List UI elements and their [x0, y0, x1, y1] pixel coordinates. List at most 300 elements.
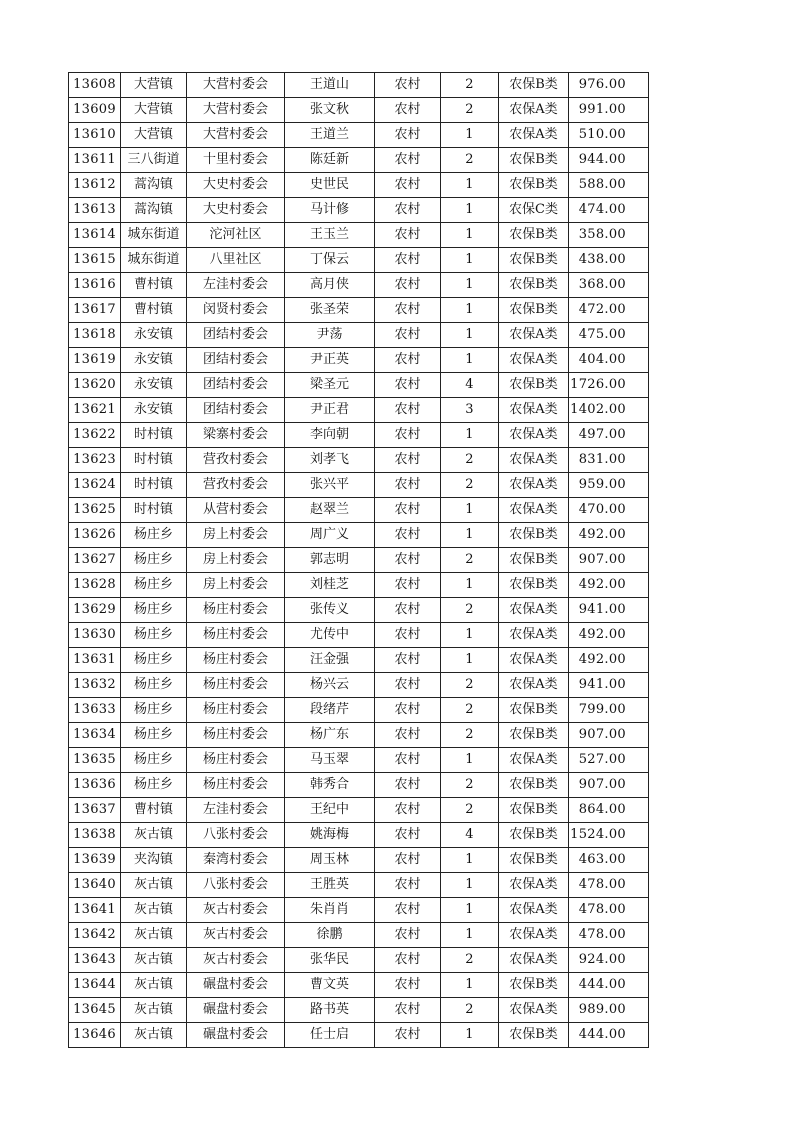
table-row — [69, 348, 649, 373]
town-cell: 灰古镇 — [121, 898, 187, 923]
household-size-cell: 1 — [441, 423, 499, 448]
town-cell: 杨庄乡 — [121, 748, 187, 773]
amount-cell: 991.00 — [569, 98, 649, 123]
household-size-cell: 1 — [441, 648, 499, 673]
village-committee-cell: 八张村委会 — [187, 823, 285, 848]
village-committee-cell: 左洼村委会 — [187, 798, 285, 823]
table-row — [69, 973, 649, 998]
town-cell: 蒿沟镇 — [121, 198, 187, 223]
table-row — [69, 698, 649, 723]
table-row — [69, 723, 649, 748]
town-cell: 灰古镇 — [121, 923, 187, 948]
person-name-cell: 周广义 — [285, 523, 375, 548]
village-committee-cell: 杨庄村委会 — [187, 623, 285, 648]
village-committee-cell: 沱河社区 — [187, 223, 285, 248]
person-name-cell: 史世民 — [285, 173, 375, 198]
household-size-cell: 2 — [441, 98, 499, 123]
insurance-category-cell: 农保A类 — [499, 623, 569, 648]
household-size-cell: 1 — [441, 348, 499, 373]
village-committee-cell: 大营村委会 — [187, 123, 285, 148]
town-cell: 永安镇 — [121, 398, 187, 423]
town-cell: 永安镇 — [121, 373, 187, 398]
amount-cell: 944.00 — [569, 148, 649, 173]
record-number-cell: 13645 — [69, 998, 121, 1023]
person-name-cell: 周玉林 — [285, 848, 375, 873]
household-size-cell: 1 — [441, 623, 499, 648]
household-size-cell: 1 — [441, 198, 499, 223]
record-number-cell: 13644 — [69, 973, 121, 998]
record-number-cell: 13609 — [69, 98, 121, 123]
person-name-cell: 张华民 — [285, 948, 375, 973]
amount-cell: 475.00 — [569, 323, 649, 348]
amount-cell: 799.00 — [569, 698, 649, 723]
record-number-cell: 13610 — [69, 123, 121, 148]
table-row — [69, 573, 649, 598]
household-type-cell: 农村 — [375, 298, 441, 323]
insurance-category-cell: 农保A类 — [499, 998, 569, 1023]
table-row — [69, 498, 649, 523]
amount-cell: 492.00 — [569, 573, 649, 598]
insurance-category-cell: 农保B类 — [499, 973, 569, 998]
amount-cell: 474.00 — [569, 198, 649, 223]
record-number-cell: 13622 — [69, 423, 121, 448]
table-row — [69, 1023, 649, 1048]
person-name-cell: 路书英 — [285, 998, 375, 1023]
household-type-cell: 农村 — [375, 348, 441, 373]
insurance-category-cell: 农保A类 — [499, 398, 569, 423]
household-size-cell: 2 — [441, 948, 499, 973]
insurance-category-cell: 农保A类 — [499, 923, 569, 948]
amount-cell: 444.00 — [569, 1023, 649, 1048]
town-cell: 蒿沟镇 — [121, 173, 187, 198]
record-number-cell: 13641 — [69, 898, 121, 923]
insurance-category-cell: 农保A类 — [499, 423, 569, 448]
record-number-cell: 13631 — [69, 648, 121, 673]
insurance-category-cell: 农保A类 — [499, 498, 569, 523]
record-number-cell: 13616 — [69, 273, 121, 298]
village-committee-cell: 杨庄村委会 — [187, 648, 285, 673]
record-number-cell: 13624 — [69, 473, 121, 498]
table-row — [69, 523, 649, 548]
record-number-cell: 13612 — [69, 173, 121, 198]
household-size-cell: 2 — [441, 598, 499, 623]
household-size-cell: 1 — [441, 873, 499, 898]
village-committee-cell: 团结村委会 — [187, 398, 285, 423]
town-cell: 三八街道 — [121, 148, 187, 173]
table-row — [69, 873, 649, 898]
household-type-cell: 农村 — [375, 423, 441, 448]
household-size-cell: 2 — [441, 673, 499, 698]
amount-cell: 444.00 — [569, 973, 649, 998]
household-type-cell: 农村 — [375, 748, 441, 773]
record-number-cell: 13636 — [69, 773, 121, 798]
data-table — [68, 72, 649, 1048]
record-number-cell: 13620 — [69, 373, 121, 398]
household-type-cell: 农村 — [375, 223, 441, 248]
amount-cell: 1726.00 — [569, 373, 649, 398]
amount-cell: 588.00 — [569, 173, 649, 198]
town-cell: 城东街道 — [121, 248, 187, 273]
person-name-cell: 王玉兰 — [285, 223, 375, 248]
household-size-cell: 1 — [441, 1023, 499, 1048]
person-name-cell: 姚海梅 — [285, 823, 375, 848]
table-row — [69, 748, 649, 773]
village-committee-cell: 营孜村委会 — [187, 448, 285, 473]
town-cell: 杨庄乡 — [121, 673, 187, 698]
insurance-category-cell: 农保A类 — [499, 323, 569, 348]
table-row — [69, 298, 649, 323]
insurance-category-cell: 农保B类 — [499, 373, 569, 398]
village-committee-cell: 八张村委会 — [187, 873, 285, 898]
table-row — [69, 598, 649, 623]
insurance-category-cell: 农保A类 — [499, 473, 569, 498]
table-row — [69, 148, 649, 173]
insurance-category-cell: 农保B类 — [499, 173, 569, 198]
town-cell: 灰古镇 — [121, 823, 187, 848]
person-name-cell: 杨兴云 — [285, 673, 375, 698]
insurance-category-cell: 农保B类 — [499, 798, 569, 823]
household-size-cell: 4 — [441, 823, 499, 848]
table-row — [69, 373, 649, 398]
town-cell: 杨庄乡 — [121, 548, 187, 573]
household-size-cell: 1 — [441, 898, 499, 923]
record-number-cell: 13627 — [69, 548, 121, 573]
insurance-category-cell: 农保B类 — [499, 148, 569, 173]
household-type-cell: 农村 — [375, 698, 441, 723]
table-row — [69, 998, 649, 1023]
table-row — [69, 898, 649, 923]
village-committee-cell: 杨庄村委会 — [187, 748, 285, 773]
insurance-category-cell: 农保B类 — [499, 248, 569, 273]
town-cell: 杨庄乡 — [121, 598, 187, 623]
person-name-cell: 陈廷新 — [285, 148, 375, 173]
town-cell: 大营镇 — [121, 123, 187, 148]
household-size-cell: 1 — [441, 848, 499, 873]
record-number-cell: 13623 — [69, 448, 121, 473]
village-committee-cell: 碾盘村委会 — [187, 998, 285, 1023]
household-size-cell: 1 — [441, 748, 499, 773]
household-size-cell: 2 — [441, 448, 499, 473]
household-size-cell: 2 — [441, 548, 499, 573]
amount-cell: 404.00 — [569, 348, 649, 373]
village-committee-cell: 团结村委会 — [187, 373, 285, 398]
insurance-category-cell: 农保A类 — [499, 873, 569, 898]
town-cell: 杨庄乡 — [121, 623, 187, 648]
household-size-cell: 2 — [441, 698, 499, 723]
household-type-cell: 农村 — [375, 623, 441, 648]
town-cell: 杨庄乡 — [121, 773, 187, 798]
amount-cell: 470.00 — [569, 498, 649, 523]
village-committee-cell: 房上村委会 — [187, 548, 285, 573]
amount-cell: 924.00 — [569, 948, 649, 973]
record-number-cell: 13637 — [69, 798, 121, 823]
household-size-cell: 2 — [441, 148, 499, 173]
person-name-cell: 王道山 — [285, 73, 375, 98]
table-row — [69, 123, 649, 148]
household-type-cell: 农村 — [375, 1023, 441, 1048]
insurance-category-cell: 农保A类 — [499, 748, 569, 773]
village-committee-cell: 灰古村委会 — [187, 898, 285, 923]
amount-cell: 463.00 — [569, 848, 649, 873]
amount-cell: 941.00 — [569, 673, 649, 698]
town-cell: 灰古镇 — [121, 873, 187, 898]
household-type-cell: 农村 — [375, 373, 441, 398]
person-name-cell: 刘桂芝 — [285, 573, 375, 598]
household-size-cell: 1 — [441, 573, 499, 598]
village-committee-cell: 杨庄村委会 — [187, 598, 285, 623]
table-row — [69, 823, 649, 848]
village-committee-cell: 十里村委会 — [187, 148, 285, 173]
household-size-cell: 2 — [441, 998, 499, 1023]
insurance-category-cell: 农保B类 — [499, 698, 569, 723]
table-row — [69, 223, 649, 248]
insurance-category-cell: 农保B类 — [499, 823, 569, 848]
amount-cell: 907.00 — [569, 773, 649, 798]
insurance-category-cell: 农保B类 — [499, 223, 569, 248]
village-committee-cell: 大史村委会 — [187, 198, 285, 223]
town-cell: 灰古镇 — [121, 998, 187, 1023]
town-cell: 永安镇 — [121, 323, 187, 348]
insurance-category-cell: 农保A类 — [499, 98, 569, 123]
person-name-cell: 梁圣元 — [285, 373, 375, 398]
village-committee-cell: 房上村委会 — [187, 523, 285, 548]
person-name-cell: 尹正英 — [285, 348, 375, 373]
record-number-cell: 13619 — [69, 348, 121, 373]
village-committee-cell: 梁寨村委会 — [187, 423, 285, 448]
household-size-cell: 3 — [441, 398, 499, 423]
insurance-category-cell: 农保B类 — [499, 273, 569, 298]
town-cell: 大营镇 — [121, 73, 187, 98]
household-type-cell: 农村 — [375, 848, 441, 873]
village-committee-cell: 闵贤村委会 — [187, 298, 285, 323]
insurance-category-cell: 农保B类 — [499, 523, 569, 548]
town-cell: 城东街道 — [121, 223, 187, 248]
household-type-cell: 农村 — [375, 98, 441, 123]
household-size-cell: 1 — [441, 248, 499, 273]
town-cell: 永安镇 — [121, 348, 187, 373]
village-committee-cell: 从营村委会 — [187, 498, 285, 523]
household-type-cell: 农村 — [375, 198, 441, 223]
record-number-cell: 13628 — [69, 573, 121, 598]
household-size-cell: 1 — [441, 273, 499, 298]
village-committee-cell: 大史村委会 — [187, 173, 285, 198]
town-cell: 时村镇 — [121, 448, 187, 473]
village-committee-cell: 灰古村委会 — [187, 923, 285, 948]
person-name-cell: 韩秀合 — [285, 773, 375, 798]
town-cell: 杨庄乡 — [121, 523, 187, 548]
person-name-cell: 尤传中 — [285, 623, 375, 648]
amount-cell: 497.00 — [569, 423, 649, 448]
household-type-cell: 农村 — [375, 498, 441, 523]
record-number-cell: 13634 — [69, 723, 121, 748]
record-number-cell: 13617 — [69, 298, 121, 323]
amount-cell: 492.00 — [569, 623, 649, 648]
record-number-cell: 13639 — [69, 848, 121, 873]
amount-cell: 864.00 — [569, 798, 649, 823]
amount-cell: 478.00 — [569, 873, 649, 898]
table-row — [69, 773, 649, 798]
record-number-cell: 13646 — [69, 1023, 121, 1048]
amount-cell: 907.00 — [569, 723, 649, 748]
insurance-category-cell: 农保C类 — [499, 198, 569, 223]
table-row — [69, 98, 649, 123]
household-size-cell: 4 — [441, 373, 499, 398]
town-cell: 大营镇 — [121, 98, 187, 123]
amount-cell: 959.00 — [569, 473, 649, 498]
person-name-cell: 李向朝 — [285, 423, 375, 448]
amount-cell: 1402.00 — [569, 398, 649, 423]
record-number-cell: 13635 — [69, 748, 121, 773]
person-name-cell: 郭志明 — [285, 548, 375, 573]
insurance-category-cell: 农保B类 — [499, 1023, 569, 1048]
record-number-cell: 13613 — [69, 198, 121, 223]
household-size-cell: 2 — [441, 773, 499, 798]
record-number-cell: 13643 — [69, 948, 121, 973]
person-name-cell: 马计修 — [285, 198, 375, 223]
amount-cell: 438.00 — [569, 248, 649, 273]
household-type-cell: 农村 — [375, 523, 441, 548]
insurance-category-cell: 农保A类 — [499, 348, 569, 373]
person-name-cell: 王纪中 — [285, 798, 375, 823]
household-type-cell: 农村 — [375, 823, 441, 848]
household-type-cell: 农村 — [375, 73, 441, 98]
person-name-cell: 朱肖肖 — [285, 898, 375, 923]
table-row — [69, 673, 649, 698]
table-row — [69, 948, 649, 973]
table-row — [69, 648, 649, 673]
amount-cell: 831.00 — [569, 448, 649, 473]
table-row — [69, 198, 649, 223]
household-size-cell: 1 — [441, 923, 499, 948]
table-row — [69, 548, 649, 573]
person-name-cell: 徐鹏 — [285, 923, 375, 948]
table-row — [69, 448, 649, 473]
household-size-cell: 1 — [441, 223, 499, 248]
household-type-cell: 农村 — [375, 448, 441, 473]
insurance-category-cell: 农保A类 — [499, 673, 569, 698]
record-number-cell: 13632 — [69, 673, 121, 698]
record-number-cell: 13621 — [69, 398, 121, 423]
table-row — [69, 398, 649, 423]
amount-cell: 510.00 — [569, 123, 649, 148]
town-cell: 杨庄乡 — [121, 648, 187, 673]
table-row — [69, 473, 649, 498]
insurance-category-cell: 农保A类 — [499, 898, 569, 923]
amount-cell: 1524.00 — [569, 823, 649, 848]
village-committee-cell: 大营村委会 — [187, 98, 285, 123]
town-cell: 灰古镇 — [121, 973, 187, 998]
household-type-cell: 农村 — [375, 948, 441, 973]
household-size-cell: 1 — [441, 973, 499, 998]
village-committee-cell: 杨庄村委会 — [187, 723, 285, 748]
table-row — [69, 173, 649, 198]
amount-cell: 358.00 — [569, 223, 649, 248]
person-name-cell: 王道兰 — [285, 123, 375, 148]
town-cell: 时村镇 — [121, 498, 187, 523]
town-cell: 曹村镇 — [121, 273, 187, 298]
record-number-cell: 13625 — [69, 498, 121, 523]
amount-cell: 368.00 — [569, 273, 649, 298]
amount-cell: 527.00 — [569, 748, 649, 773]
village-committee-cell: 碾盘村委会 — [187, 1023, 285, 1048]
insurance-category-cell: 农保A类 — [499, 598, 569, 623]
household-type-cell: 农村 — [375, 548, 441, 573]
record-number-cell: 13640 — [69, 873, 121, 898]
person-name-cell: 杨广东 — [285, 723, 375, 748]
record-number-cell: 13608 — [69, 73, 121, 98]
person-name-cell: 王胜英 — [285, 873, 375, 898]
household-type-cell: 农村 — [375, 148, 441, 173]
household-type-cell: 农村 — [375, 398, 441, 423]
household-type-cell: 农村 — [375, 123, 441, 148]
town-cell: 灰古镇 — [121, 948, 187, 973]
person-name-cell: 张文秋 — [285, 98, 375, 123]
insurance-category-cell: 农保A类 — [499, 648, 569, 673]
town-cell: 时村镇 — [121, 423, 187, 448]
household-type-cell: 农村 — [375, 598, 441, 623]
person-name-cell: 段绪芹 — [285, 698, 375, 723]
town-cell: 杨庄乡 — [121, 573, 187, 598]
person-name-cell: 尹正君 — [285, 398, 375, 423]
person-name-cell: 马玉翠 — [285, 748, 375, 773]
insurance-category-cell: 农保B类 — [499, 773, 569, 798]
amount-cell: 941.00 — [569, 598, 649, 623]
household-type-cell: 农村 — [375, 248, 441, 273]
record-number-cell: 13633 — [69, 698, 121, 723]
village-committee-cell: 秦湾村委会 — [187, 848, 285, 873]
amount-cell: 472.00 — [569, 298, 649, 323]
table-row — [69, 923, 649, 948]
household-type-cell: 农村 — [375, 173, 441, 198]
table-row — [69, 323, 649, 348]
household-type-cell: 农村 — [375, 648, 441, 673]
household-size-cell: 1 — [441, 298, 499, 323]
town-cell: 曹村镇 — [121, 298, 187, 323]
amount-cell: 478.00 — [569, 923, 649, 948]
household-type-cell: 农村 — [375, 323, 441, 348]
village-committee-cell: 大营村委会 — [187, 73, 285, 98]
amount-cell: 907.00 — [569, 548, 649, 573]
table-row — [69, 273, 649, 298]
person-name-cell: 张兴平 — [285, 473, 375, 498]
household-type-cell: 农村 — [375, 573, 441, 598]
household-size-cell: 2 — [441, 73, 499, 98]
record-number-cell: 13611 — [69, 148, 121, 173]
table-row — [69, 423, 649, 448]
town-cell: 夹沟镇 — [121, 848, 187, 873]
household-type-cell: 农村 — [375, 798, 441, 823]
town-cell: 杨庄乡 — [121, 723, 187, 748]
village-committee-cell: 碾盘村委会 — [187, 973, 285, 998]
household-type-cell: 农村 — [375, 898, 441, 923]
household-type-cell: 农村 — [375, 273, 441, 298]
table-row — [69, 248, 649, 273]
record-number-cell: 13638 — [69, 823, 121, 848]
household-size-cell: 1 — [441, 323, 499, 348]
person-name-cell: 任士启 — [285, 1023, 375, 1048]
table-row — [69, 623, 649, 648]
village-committee-cell: 八里社区 — [187, 248, 285, 273]
person-name-cell: 赵翠兰 — [285, 498, 375, 523]
household-type-cell: 农村 — [375, 723, 441, 748]
household-type-cell: 农村 — [375, 773, 441, 798]
insurance-category-cell: 农保A类 — [499, 448, 569, 473]
record-number-cell: 13642 — [69, 923, 121, 948]
village-committee-cell: 左洼村委会 — [187, 273, 285, 298]
village-committee-cell: 团结村委会 — [187, 323, 285, 348]
record-number-cell: 13629 — [69, 598, 121, 623]
village-committee-cell: 杨庄村委会 — [187, 673, 285, 698]
